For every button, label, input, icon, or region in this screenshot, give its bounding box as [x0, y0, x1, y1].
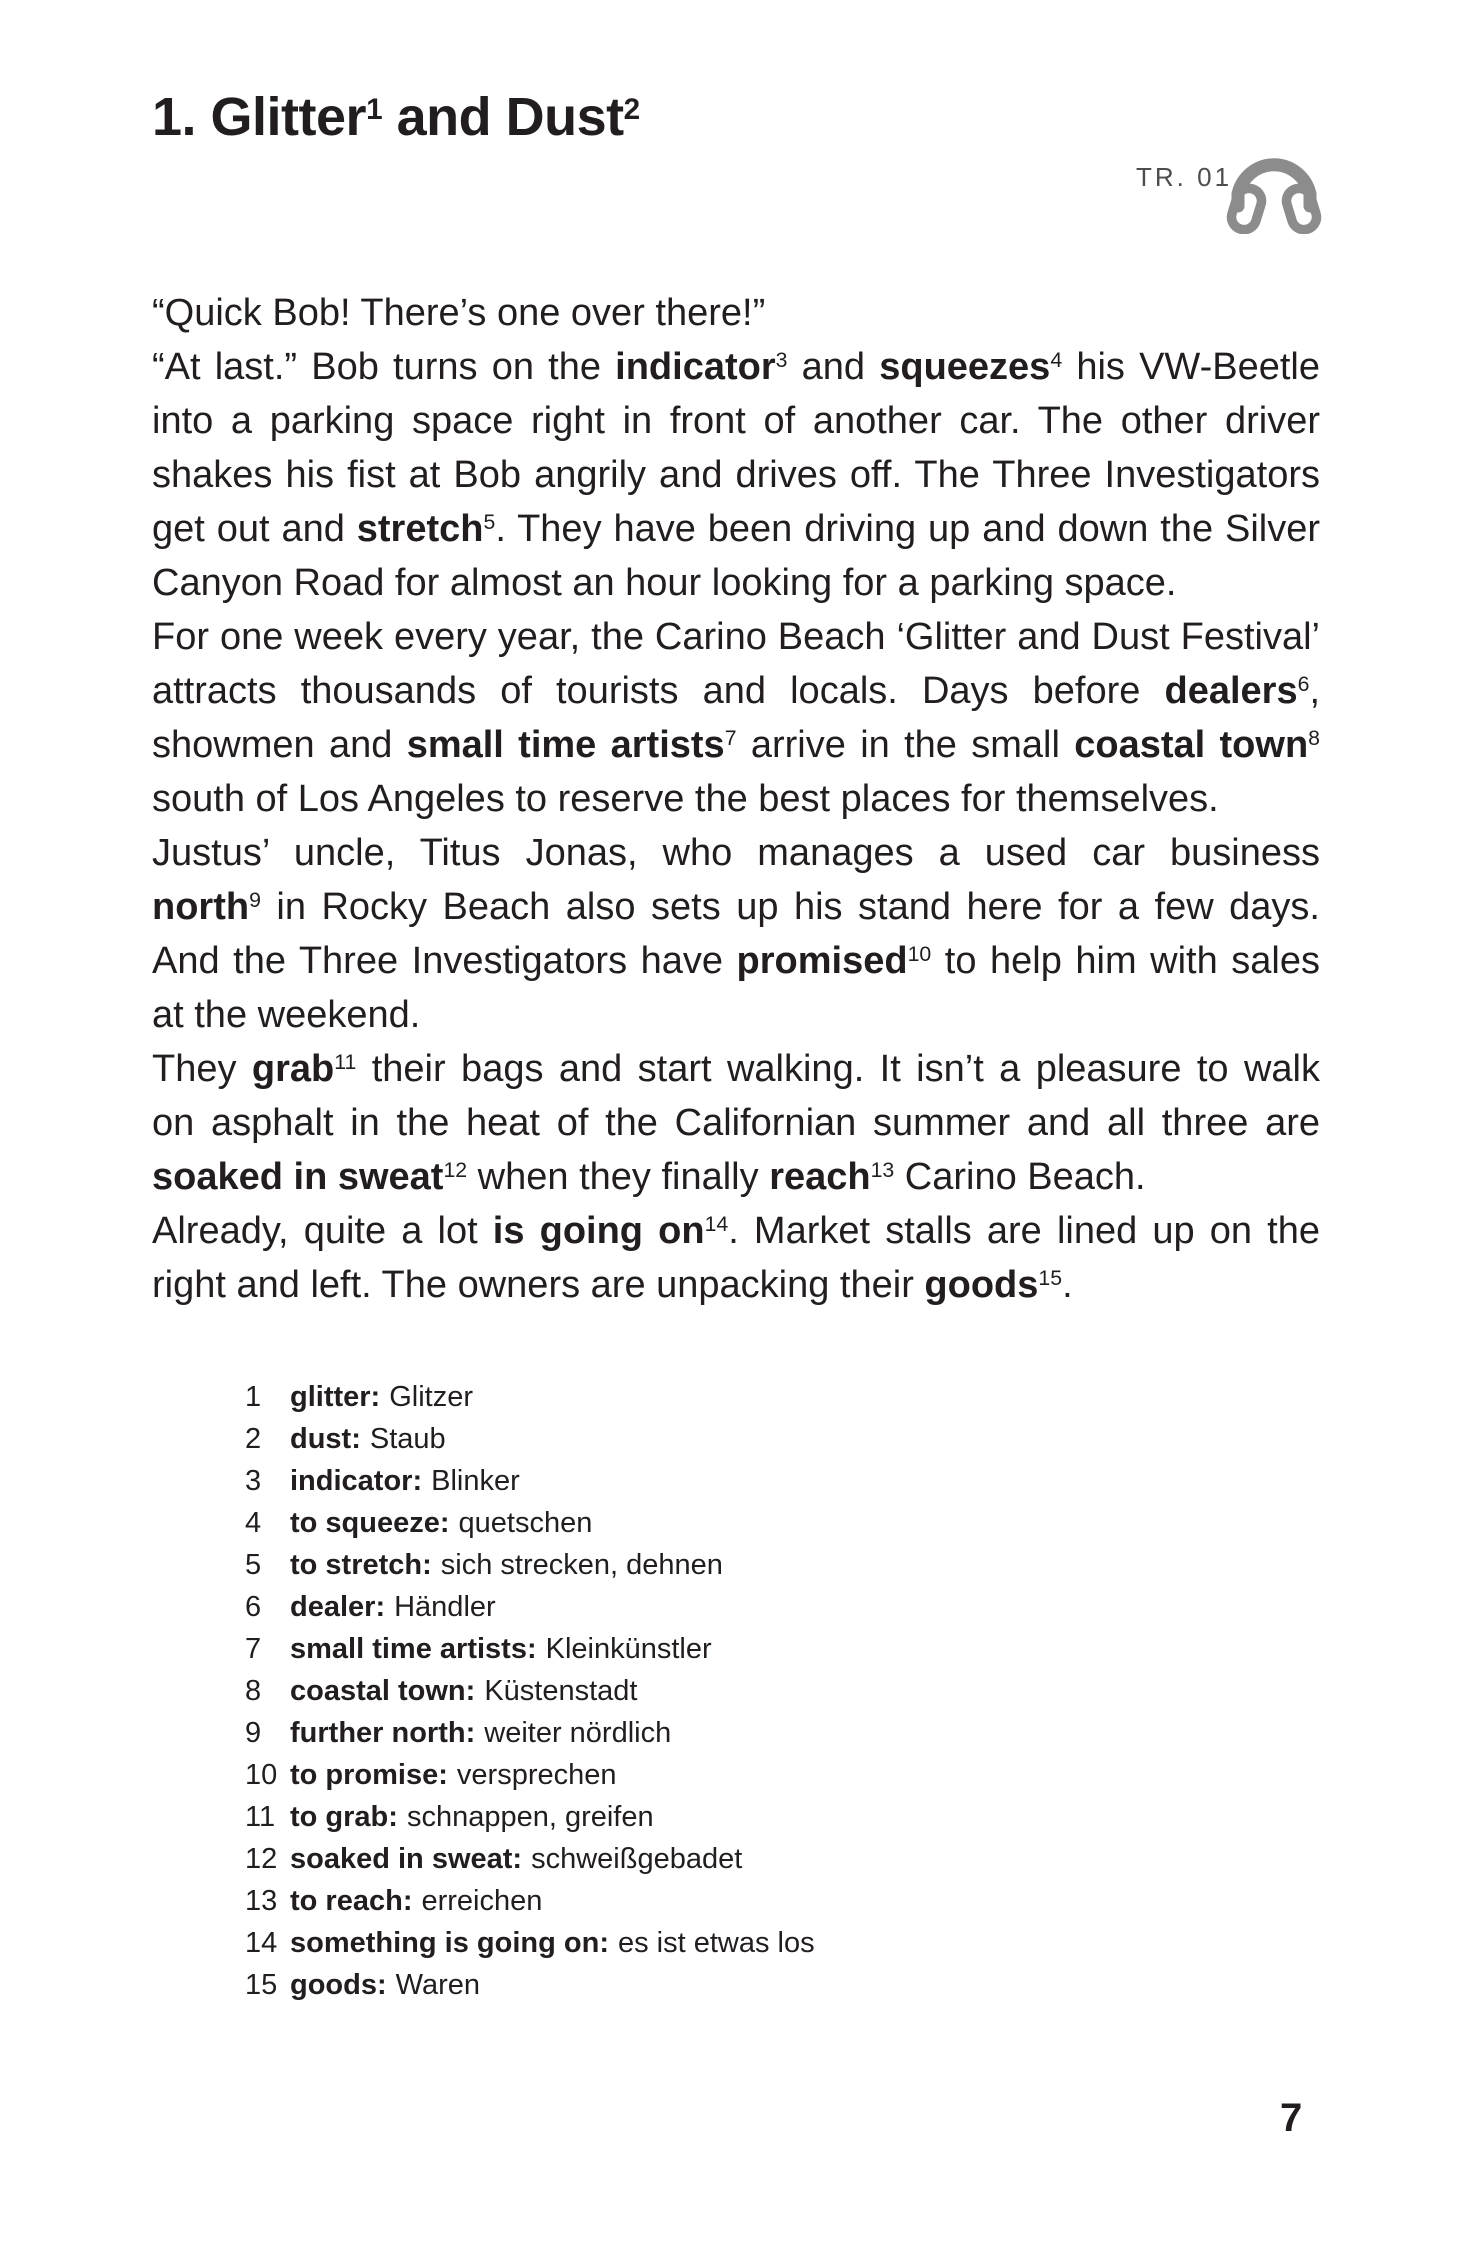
vocab-term: coastal town: [290, 1675, 476, 1707]
story-line: south of Los Angeles to reserve the best places for themselves. [152, 778, 1219, 820]
vocab-item [245, 1712, 1345, 1754]
vocab-translation: Staub [369, 1423, 446, 1455]
vocab-number: 8 [245, 1675, 262, 1707]
vocab-number: 11 [245, 1801, 276, 1833]
story-line: shakes his fist at Bob angrily and drives off. The Three Investigators [152, 454, 1320, 496]
vocab-item [245, 1460, 1345, 1502]
story-line: north$^9$ in Rocky Beach also sets up his stand here for a few days. [152, 886, 1320, 928]
vocab-translation: erreichen [421, 1885, 543, 1917]
vocab-number: 14 [245, 1927, 278, 1959]
vocab-item [245, 1376, 1345, 1418]
story-line: “Quick Bob! There’s one over there!” [152, 292, 766, 334]
vocab-term: to squeeze: [290, 1507, 450, 1539]
track-label: TR. 01 [1136, 162, 1233, 192]
story-line: They grab$^{11}$ their bags and start walking. It isn’t a pleasure to walk [152, 1048, 1320, 1090]
vocab-number: 7 [245, 1633, 262, 1665]
vocab-translation: quetschen [458, 1507, 593, 1539]
story-line: attracts thousands of tourists and locals. Days before dealers$^6$, [152, 670, 1320, 712]
vocab-translation: versprechen [456, 1759, 617, 1791]
vocab-number: 6 [245, 1591, 262, 1623]
vocab-number: 4 [245, 1507, 262, 1539]
vocab-number: 15 [245, 1969, 278, 2001]
vocab-term: to reach: [290, 1885, 413, 1917]
vocab-term: to grab: [290, 1801, 398, 1833]
vocab-item [245, 1796, 1345, 1838]
story-line: For one week every year, the Carino Beach ‘Glitter and Dust Festival’ [152, 616, 1320, 658]
story-line: into a parking space right in front of another car. The other driver [152, 400, 1320, 442]
vocab-term: soaked in sweat: [290, 1843, 523, 1875]
vocab-translation: schweißgebadet [531, 1843, 743, 1875]
vocabulary-list [245, 1376, 1345, 2006]
vocab-item [245, 1502, 1345, 1544]
vocab-item [245, 1754, 1345, 1796]
vocab-translation: es ist etwas los [617, 1927, 815, 1959]
vocab-translation: sich strecken, dehnen [440, 1549, 723, 1581]
story-line: soaked in sweat$^{12}$ when they finally reach$^{13}$ Carino Beach. [152, 1156, 1146, 1198]
vocab-translation: Händler [394, 1591, 496, 1623]
page-number: 7 [1280, 2096, 1303, 2140]
vocab-term: dealer: [290, 1591, 386, 1623]
vocab-item [245, 1922, 1345, 1964]
vocab-translation: weiter nördlich [484, 1717, 672, 1749]
story-line: Justus’ uncle, Titus Jonas, who manages a used car business [152, 832, 1320, 874]
story-line: Canyon Road for almost an hour looking for a parking space. [152, 562, 1177, 604]
story-line: And the Three Investigators have promised$^{10}$ to help him with sales [152, 940, 1320, 982]
vocab-term: goods: [290, 1969, 387, 2001]
vocab-number: 3 [245, 1465, 262, 1497]
vocab-item [245, 1964, 1345, 2006]
vocab-term: to stretch: [290, 1549, 432, 1581]
audio-track-indicator [1128, 120, 1338, 240]
vocab-translation: Glitzer [389, 1381, 474, 1413]
vocab-term: indicator: [290, 1465, 423, 1497]
vocab-item [245, 1628, 1345, 1670]
vocab-item [245, 1670, 1345, 1712]
story-line: on asphalt in the heat of the Californian summer and all three are [152, 1102, 1320, 1144]
vocab-number: 5 [245, 1549, 262, 1581]
vocab-number: 10 [245, 1759, 278, 1791]
vocab-term: something is going on: [290, 1927, 609, 1959]
vocab-item [245, 1418, 1345, 1460]
vocab-translation: Kleinkünstler [545, 1633, 712, 1665]
vocab-item [245, 1880, 1345, 1922]
vocab-item [245, 1544, 1345, 1586]
vocab-item [245, 1838, 1345, 1880]
vocab-translation: Blinker [431, 1465, 520, 1497]
story-line: “At last.” Bob turns on the indicator$^3$ and squeezes$^4$ his VW-Beetle [152, 346, 1320, 388]
vocab-number: 9 [245, 1717, 262, 1749]
vocab-number: 2 [245, 1423, 262, 1455]
story-line: at the weekend. [152, 994, 421, 1036]
story-line: right and left. The owners are unpacking their goods$^{15}$. [152, 1264, 1073, 1306]
vocab-number: 1 [245, 1381, 262, 1413]
vocab-number: 12 [245, 1843, 278, 1875]
vocab-translation: Küstenstadt [484, 1675, 638, 1707]
vocab-term: further north: [290, 1717, 476, 1749]
story-line: showmen and small time artists$^7$ arrive in the small coastal town$^8$ [152, 724, 1320, 766]
story-text [152, 286, 1320, 1312]
vocab-term: small time artists: [290, 1633, 537, 1665]
story-line: get out and stretch$^5$. They have been driving up and down the Silver [152, 508, 1320, 550]
vocab-item [245, 1586, 1345, 1628]
headphones-icon [1224, 130, 1324, 234]
vocab-term: dust: [290, 1423, 361, 1455]
story-line: Already, quite a lot is going $on^{14}$. Market stalls are lined up on the [152, 1210, 1320, 1252]
chapter-title: 1. Glitter$^1$ and Dust$^2$ [152, 87, 640, 147]
vocab-translation: schnappen, greifen [406, 1801, 654, 1833]
vocab-term: glitter: [290, 1381, 381, 1413]
vocab-translation: Waren [395, 1969, 480, 2001]
vocab-term: to promise: [290, 1759, 448, 1791]
vocab-number: 13 [245, 1885, 278, 1917]
